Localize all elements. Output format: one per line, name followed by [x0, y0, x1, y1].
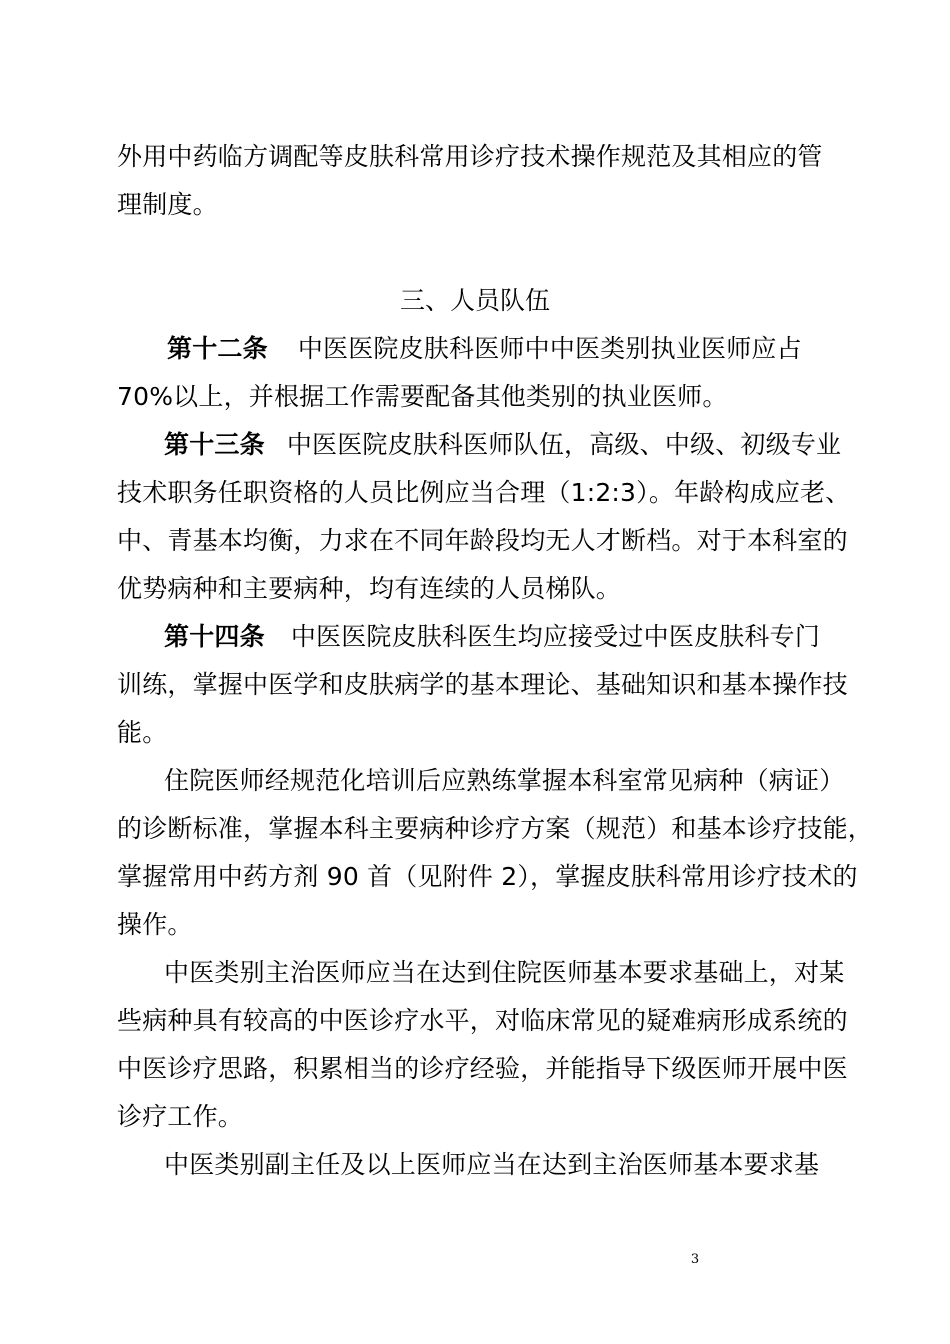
intro-line-1: 外用中药临方调配等皮肤科常用诊疗技术操作规范及其相应的管 [117, 142, 823, 171]
attending-line-2: 些病种具有较高的中医诊疗水平，对临床常见的疑难病形成系统的 [117, 1006, 848, 1035]
article-13-line-4: 优势病种和主要病种，均有连续的人员梯队。 [117, 574, 622, 603]
article-13-line-2: 技术职务任职资格的人员比例应当合理（1:2:3）。年龄构成应老、 [117, 478, 851, 507]
article-12-line-2: 70%以上，并根据工作需要配备其他类别的执业医师。 [117, 382, 728, 411]
article-12-line-1 [167, 334, 802, 364]
intro-line-2: 理制度。 [117, 190, 218, 219]
article-12-label: 第十二条 [167, 334, 268, 363]
article-14-line-1 [164, 622, 820, 652]
article-13-label: 第十三条 [164, 430, 265, 459]
resident-line-1: 住院医师经规范化培训后应熟练掌握本科室常见病种（病证） [164, 766, 845, 795]
article-13-line-1 [164, 430, 841, 460]
resident-line-3: 掌握常用中药方剂 90 首（见附件 2），掌握皮肤科常用诊疗技术的 [117, 862, 858, 891]
page-number: 3 [690, 1252, 700, 1267]
section-heading: 三、人员队伍 [399, 286, 550, 315]
article-14-line-2: 训练，掌握中医学和皮肤病学的基本理论、基础知识和基本操作技 [117, 670, 848, 699]
article-14-line-3: 能。 [117, 718, 168, 747]
deputy-line-1: 中医类别副主任及以上医师应当在达到主治医师基本要求基 [164, 1150, 820, 1179]
resident-line-2: 的诊断标准，掌握本科主要病种诊疗方案（规范）和基本诊疗技能， [117, 814, 874, 843]
article-13-line-3: 中、青基本均衡，力求在不同年龄段均无人才断档。对于本科室的 [117, 526, 848, 555]
article-14-text: 中医医院皮肤科医生均应接受过中医皮肤科专门 [290, 622, 821, 651]
attending-line-3: 中医诊疗思路，积累相当的诊疗经验，并能指导下级医师开展中医 [117, 1054, 848, 1083]
attending-line-4: 诊疗工作。 [117, 1102, 244, 1131]
article-13-text: 中医医院皮肤科医师队伍，高级、中级、初级专业 [286, 430, 842, 459]
article-14-label: 第十四条 [164, 622, 265, 651]
resident-line-4: 操作。 [117, 910, 193, 939]
article-12-text: 中医医院皮肤科医师中中医类别执业医师应占 [297, 334, 802, 363]
attending-line-1: 中医类别主治医师应当在达到住院医师基本要求基础上，对某 [164, 958, 845, 987]
